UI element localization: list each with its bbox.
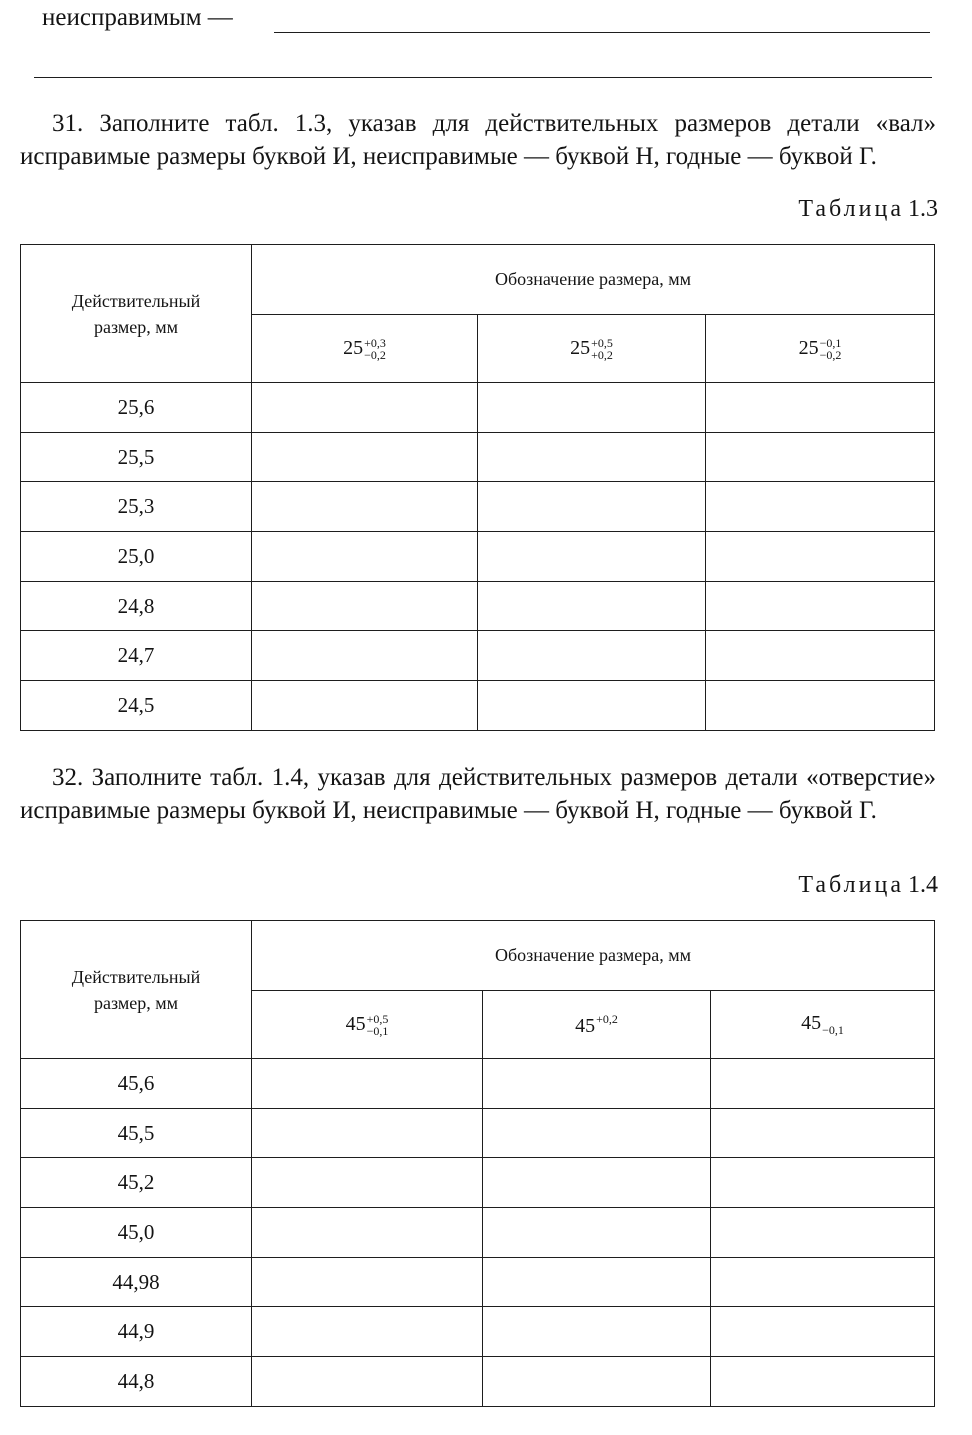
- header-row: [21, 921, 935, 991]
- actual-size-value: 24,8: [21, 581, 252, 631]
- actual-size-value: 25,3: [21, 482, 252, 532]
- answer-cell[interactable]: [706, 383, 935, 433]
- answer-cell[interactable]: [478, 532, 706, 582]
- answer-cell[interactable]: [478, 383, 706, 433]
- answer-cell[interactable]: [252, 1357, 483, 1407]
- header-row: [21, 245, 935, 315]
- designation-base: 45: [801, 1011, 822, 1034]
- answer-cell[interactable]: [252, 482, 478, 532]
- answer-cell[interactable]: [711, 1307, 935, 1357]
- table-1-3-caption: [798, 196, 938, 223]
- actual-size-value: 25,0: [21, 532, 252, 582]
- answer-cell[interactable]: [706, 532, 935, 582]
- answer-cell[interactable]: [252, 1059, 483, 1109]
- size-designation-2: [478, 315, 706, 383]
- caption-word: Таблица: [798, 872, 904, 898]
- table-row: [21, 1307, 935, 1357]
- actual-size-header: [21, 245, 252, 383]
- deviation-pair: [820, 337, 842, 361]
- actual-size-value: 45,0: [21, 1208, 252, 1258]
- designation-base: 25: [798, 337, 819, 360]
- answer-cell[interactable]: [478, 581, 706, 631]
- answer-line-unfixable: [42, 4, 932, 34]
- caption-word: Таблица: [798, 196, 904, 222]
- table-row: [21, 1208, 935, 1258]
- designation-base: 45: [345, 1013, 366, 1036]
- answer-cell[interactable]: [478, 482, 706, 532]
- size-designation-3: [706, 315, 935, 383]
- lower-deviation: +0,2: [591, 347, 613, 362]
- answer-cell[interactable]: [252, 432, 478, 482]
- answer-cell[interactable]: [711, 1357, 935, 1407]
- upper-deviation: +0,2: [596, 1011, 618, 1026]
- answer-cell[interactable]: [252, 681, 478, 731]
- actual-size-value: 24,7: [21, 631, 252, 681]
- size-designation-1: [252, 991, 483, 1059]
- actual-size-value: 25,5: [21, 432, 252, 482]
- answer-cell[interactable]: [483, 1257, 711, 1307]
- answer-cell[interactable]: [483, 1108, 711, 1158]
- answer-cell[interactable]: [706, 681, 935, 731]
- answer-cell[interactable]: [252, 1208, 483, 1258]
- answer-cell[interactable]: [711, 1108, 935, 1158]
- table-row: [21, 1108, 935, 1158]
- table-row: [21, 1059, 935, 1109]
- answer-blank-line-2[interactable]: [34, 77, 932, 78]
- actual-size-value: 44,8: [21, 1357, 252, 1407]
- actual-size-header-line: размер, мм: [93, 316, 178, 337]
- lower-deviation: −0,1: [366, 1023, 389, 1038]
- table-row: [21, 432, 935, 482]
- answer-cell[interactable]: [252, 532, 478, 582]
- deviation-pair: [591, 337, 613, 361]
- answer-blank[interactable]: [274, 32, 930, 33]
- answer-cell[interactable]: [252, 1257, 483, 1307]
- table-1-4-caption: [798, 872, 938, 899]
- table-row: [21, 532, 935, 582]
- table-row: [21, 383, 935, 433]
- caption-number: 1.3: [908, 196, 938, 222]
- designation-base: 25: [570, 337, 591, 360]
- answer-cell[interactable]: [711, 1257, 935, 1307]
- size-designation-header: Обозначение размера, мм: [252, 245, 935, 315]
- answer-cell[interactable]: [706, 482, 935, 532]
- actual-size-value: 45,5: [21, 1108, 252, 1158]
- designation-base: 45: [575, 1014, 596, 1037]
- actual-size-header-line: размер, мм: [93, 992, 178, 1013]
- upper-deviation: +0,5: [366, 1011, 389, 1026]
- table-1-3: [20, 244, 935, 731]
- task-31-body: 31. Заполните табл. 1.3, указав для действительных размеров детали «вал» исправимые размеры буквой И, неисправимые — буквой Н, годные — буквой Г.: [20, 110, 936, 170]
- upper-deviation: −0,1: [819, 335, 842, 350]
- size-designation-1: [252, 315, 478, 383]
- actual-size-value: 45,2: [21, 1158, 252, 1208]
- answer-cell[interactable]: [483, 1307, 711, 1357]
- answer-cell[interactable]: [706, 631, 935, 681]
- actual-size-value: 44,9: [21, 1307, 252, 1357]
- answer-line-label: неисправимым —: [42, 4, 233, 31]
- upper-deviation: +0,5: [591, 335, 613, 350]
- lower-deviation: −0,1: [822, 1023, 844, 1037]
- answer-cell[interactable]: [483, 1357, 711, 1407]
- size-designation-2: [483, 991, 711, 1059]
- lower-deviation: −0,2: [364, 347, 386, 362]
- answer-cell[interactable]: [478, 432, 706, 482]
- answer-cell[interactable]: [252, 581, 478, 631]
- table-row: [21, 1158, 935, 1208]
- actual-size-header-line: Действительный: [71, 966, 201, 987]
- actual-size-value: 25,6: [21, 383, 252, 433]
- table-row: [21, 681, 935, 731]
- size-designation-3: [711, 991, 935, 1059]
- answer-cell[interactable]: [252, 1158, 483, 1208]
- actual-size-header-line: Действительный: [71, 290, 201, 311]
- caption-number: 1.4: [908, 872, 938, 898]
- table-row: [21, 1257, 935, 1307]
- answer-cell[interactable]: [478, 631, 706, 681]
- answer-cell[interactable]: [483, 1059, 711, 1109]
- answer-cell[interactable]: [478, 681, 706, 731]
- answer-cell[interactable]: [483, 1208, 711, 1258]
- answer-cell[interactable]: [252, 1307, 483, 1357]
- lower-deviation: −0,2: [819, 347, 842, 362]
- answer-cell[interactable]: [711, 1208, 935, 1258]
- task-32-text: [20, 761, 936, 827]
- actual-size-value: 24,5: [21, 681, 252, 731]
- task-32-body: 32. Заполните табл. 1.4, указав для действительных размеров детали «отверстие» исправимые размеры буквой И, неисправимые — буквой Н, годные — буквой Г.: [20, 764, 936, 824]
- deviation-pair: [364, 337, 386, 361]
- table-row: [21, 581, 935, 631]
- task-31-text: [20, 107, 936, 173]
- answer-cell[interactable]: [706, 581, 935, 631]
- actual-size-header: [21, 921, 252, 1059]
- answer-cell[interactable]: [706, 432, 935, 482]
- size-designation-header: Обозначение размера, мм: [252, 921, 935, 991]
- answer-cell[interactable]: [711, 1059, 935, 1109]
- deviation-pair: [367, 1013, 389, 1037]
- answer-cell[interactable]: [483, 1158, 711, 1208]
- actual-size-value: 45,6: [21, 1059, 252, 1109]
- table-row: [21, 1357, 935, 1407]
- designation-base: 25: [343, 337, 364, 360]
- answer-cell[interactable]: [711, 1158, 935, 1208]
- upper-deviation: +0,3: [364, 335, 386, 350]
- answer-cell[interactable]: [252, 383, 478, 433]
- answer-cell[interactable]: [252, 1108, 483, 1158]
- actual-size-value: 44,98: [21, 1257, 252, 1307]
- answer-cell[interactable]: [252, 631, 478, 681]
- table-1-4: [20, 920, 935, 1407]
- table-row: [21, 482, 935, 532]
- table-row: [21, 631, 935, 681]
